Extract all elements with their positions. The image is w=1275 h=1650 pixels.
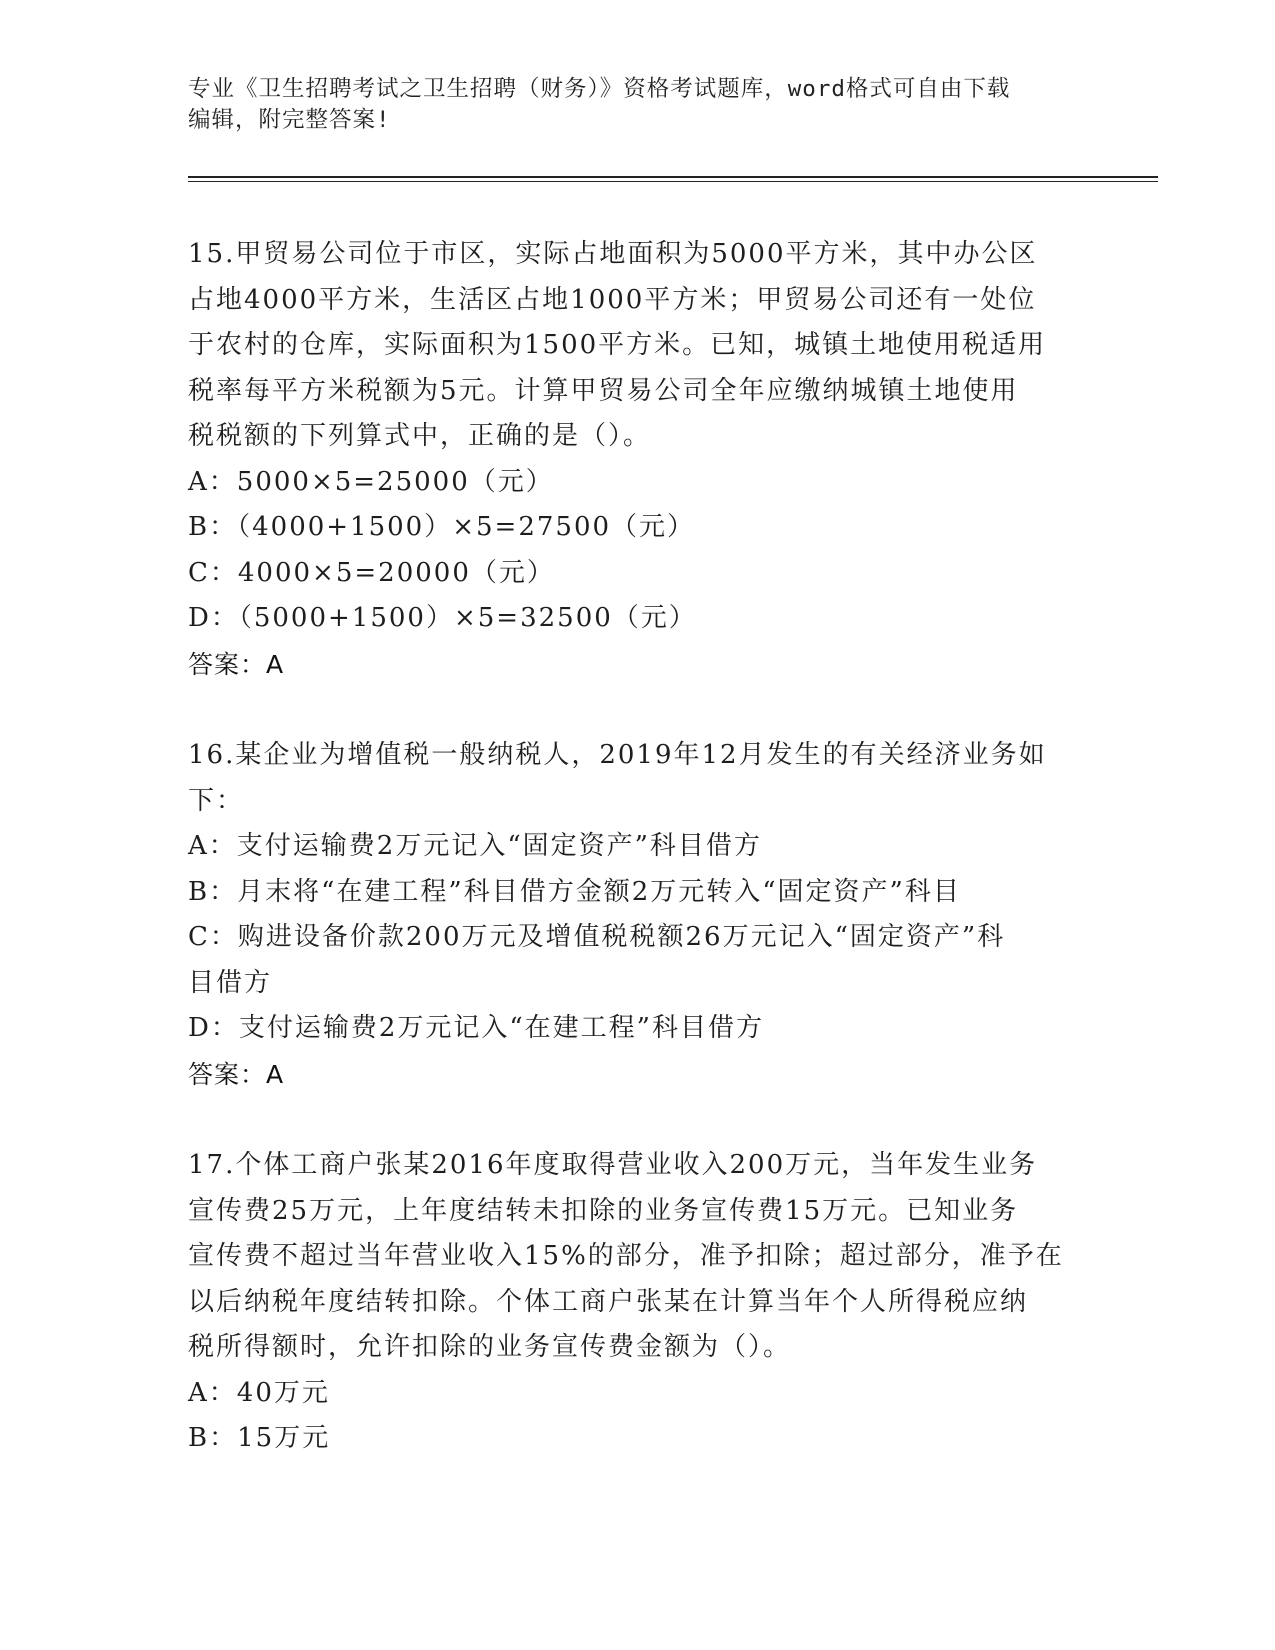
question-stem-line: 于农村的仓库，实际面积为1500平方米。已知，城镇土地使用税适用 — [188, 330, 1047, 360]
header-line: 编辑，附完整答案! — [188, 107, 391, 133]
question-stem-line: 宣传费不超过当年营业收入15%的部分，准予扣除；超过部分，准予在 — [188, 1241, 1064, 1271]
option-a: A：支付运输费2万元记入“固定资产”科目借方 — [188, 831, 762, 861]
question-16 — [188, 733, 1088, 1097]
answer-label: 答案：A — [188, 649, 285, 679]
option-c-continued: 目借方 — [188, 967, 273, 998]
question-stem-line: 占地4000平方米，生活区占地1000平方米；甲贸易公司还有一处位 — [188, 284, 1037, 315]
option-d: D：（5000+1500）×5=32500（元） — [188, 603, 697, 633]
question-stem-line: 下： — [188, 785, 245, 816]
header-divider-thick — [188, 176, 1158, 178]
option-c: C：购进设备价款200万元及增值税税额26万元记入“固定资产”科 — [188, 922, 1006, 952]
header-divider-thin — [188, 181, 1158, 182]
option-b: B：（4000+1500）×5=27500（元） — [188, 512, 696, 542]
option-a: A：40万元 — [188, 1377, 330, 1408]
question-17 — [188, 1143, 1088, 1462]
option-c: C：4000×5=20000（元） — [188, 557, 555, 588]
answer-label: 答案：A — [188, 1059, 285, 1089]
document-header — [188, 74, 1088, 136]
option-d: D：支付运输费2万元记入“在建工程”科目借方 — [188, 1013, 764, 1043]
question-list — [188, 232, 1088, 1462]
question-15 — [188, 232, 1088, 687]
question-stem-line: 宣传费25万元，上年度结转未扣除的业务宣传费15万元。已知业务 — [188, 1195, 1019, 1226]
header-line: 专业《卫生招聘考试之卫生招聘（财务）》资格考试题库，word格式可自由下载 — [188, 76, 1011, 102]
option-b: B：月末将“在建工程”科目借方金额2万元转入“固定资产”科目 — [188, 876, 961, 907]
option-b: B：15万元 — [188, 1423, 331, 1453]
question-stem-line: 以后纳税年度结转扣除。个体工商户张某在计算当年个人所得税应纳 — [188, 1286, 1029, 1317]
question-stem-line: 16.某企业为增值税一般纳税人，2019年12月发生的有关经济业务如 — [188, 740, 1047, 770]
question-stem-line: 15.甲贸易公司位于市区，实际占地面积为5000平方米，其中办公区 — [188, 239, 1038, 269]
question-stem-line: 17.个体工商户张某2016年度取得营业收入200万元，当年发生业务 — [188, 1150, 1038, 1180]
option-a: A：5000×5=25000（元） — [188, 466, 554, 497]
question-stem-line: 税所得额时，允许扣除的业务宣传费金额为（）。 — [188, 1332, 792, 1362]
question-stem-line: 税率每平方米税额为5元。计算甲贸易公司全年应缴纳城镇土地使用 — [188, 375, 1019, 406]
question-stem-line: 税税额的下列算式中，正确的是（）。 — [188, 421, 652, 451]
